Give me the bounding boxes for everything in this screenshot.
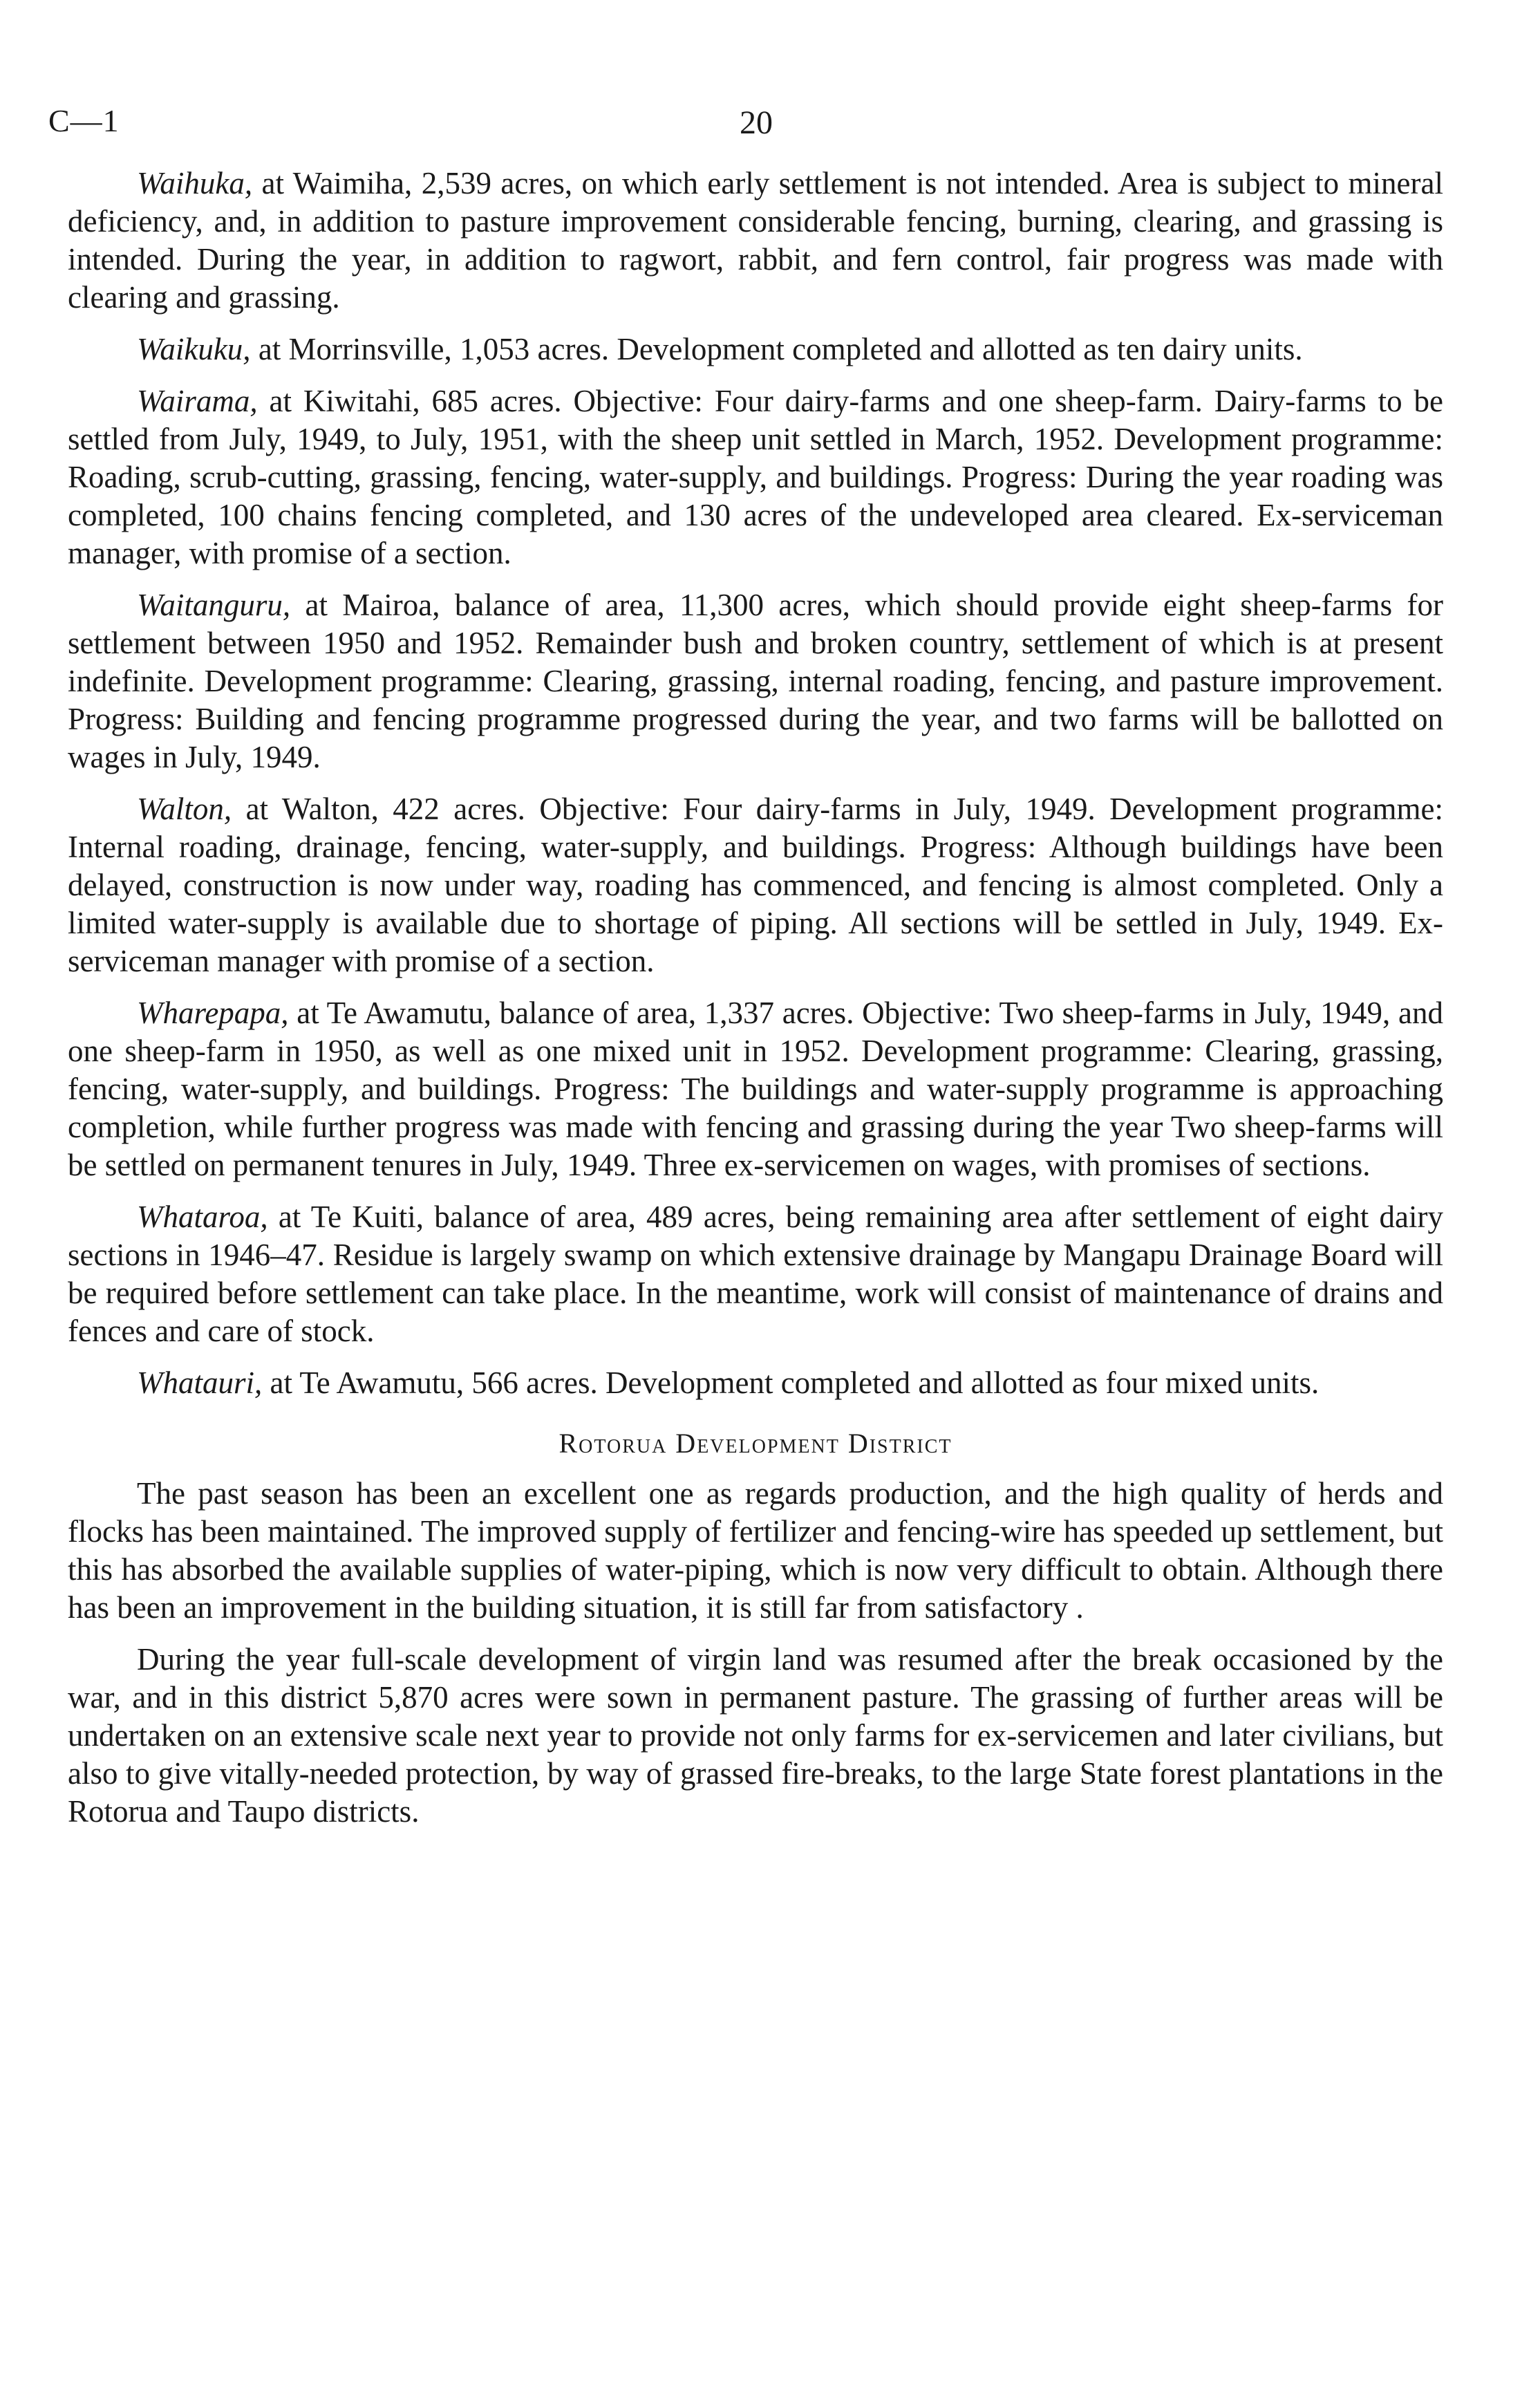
entry-paragraph	[68, 1364, 1443, 1402]
entry-text: at Mairoa, balance of area, 11,300 acres, which should provide eight sheep-farms for settlement between 1950 and 1952. Remainder bush and broken country, settlement of which is at present indefinite. Development programme: Clearing, grassing, internal roading, fencing, and pasture improvement. Progress: Building and fencing programme progressed during the year, and two farms will be ballotted on wages in July, 1949.	[68, 588, 1443, 774]
entry-text: at Te Awamutu, balance of area, 1,337 acres. Objective: Two sheep-farms in July, 1949, and one sheep-farm in 1950, as well as one mixed unit in 1952. Development programme: Clearing, grassing, fencing, water-supply, and buildings. Progress: The buildings and water-supply programme is approaching completion, while further progress was made with fencing and grassing during the year Two sheep-farms will be settled on permanent tenures in July, 1949. Three ex-servicemen on wages, with promises of sections.	[68, 996, 1443, 1182]
entry-text: at Morrinsville, 1,053 acres. Development completed and allotted as ten dairy units.	[250, 332, 1303, 366]
entry-text: at Kiwitahi, 685 acres. Objective: Four dairy-farms and one sheep-farm. Dairy-farms to be settled from July, 1949, to July, 1951, with the sheep unit settled in March, 1952. Development programme: Roading, scrub-cutting, grassing, fencing, water-supply, and buildings. Progress: During the year roading was completed, 100 chains fencing completed, and 130 acres of the undeveloped area cleared. Ex-serviceman manager, with promise of a section.	[68, 384, 1443, 570]
entry-text: at Walton, 422 acres. Objective: Four dairy-farms in July, 1949. Development programme: Internal roading, drainage, fencing, water-supply, and buildings. Progress: Although buildings have been delayed, construction is now under way, roading has commenced, and fencing is almost completed. Only a limited water-supply is available due to shortage of piping. All sections will be settled in July, 1949. Ex-serviceman manager with promise of a section.	[68, 792, 1443, 978]
entry-paragraph	[68, 330, 1443, 369]
entry-paragraph	[68, 165, 1443, 317]
entry-text: at Waimiha, 2,539 acres, on which early settlement is not intended. Area is subject to mineral deficiency, and, in addition to pasture improvement considerable fencing, burning, clearing, and grassing is intended. During the year, in addition to ragwort, rabbit, and fern control, fair progress was made with clearing and grassing.	[68, 166, 1443, 315]
place-name: Walton,	[137, 792, 232, 826]
place-name: Waihuka,	[137, 166, 253, 200]
entry-text: at Te Kuiti, balance of area, 489 acres, being remaining area after settlement of eight dairy sections in 1946–47. Residue is largely swamp on which extensive drainage by Mangapu Drainage Board will be required before settlement can take place. In the meantime, work will consist of maintenance of drains and fences and care of stock.	[68, 1200, 1443, 1348]
entry-paragraph	[68, 790, 1443, 980]
page-header	[0, 0, 1540, 141]
section-heading: Rotorua Development District	[558, 1428, 952, 1459]
entry-paragraph	[68, 382, 1443, 572]
place-name: Waitanguru,	[137, 588, 291, 622]
entry-paragraph	[68, 586, 1443, 776]
place-name: Wairama,	[137, 384, 258, 418]
entry-paragraph	[68, 1198, 1443, 1350]
entry-paragraph	[68, 994, 1443, 1184]
place-name: Whatauri,	[137, 1365, 263, 1400]
page-reference: C—1	[48, 103, 120, 138]
page-content	[68, 165, 1443, 1845]
entry-text: at Te Awamutu, 566 acres. Development completed and allotted as four mixed units.	[262, 1365, 1320, 1400]
place-name: Waikuku,	[137, 332, 251, 366]
page-number: 20	[740, 104, 773, 141]
section-paragraph: The past season has been an excellent one as regards production, and the high quality of herds and flocks has been maintained. The improved supply of fertilizer and fencing-wire has speeded up settlement, but this has absorbed the available supplies of water-piping, which is now very difficult to obtain. Although there has been an improvement in the building situation, it is still far from satisfactory .	[68, 1476, 1443, 1625]
place-name: Wharepapa,	[137, 996, 289, 1030]
section-paragraph: During the year full-scale development of virgin land was resumed after the break occasioned by the war, and in this district 5,870 acres were sown in permanent pasture. The grassing of further areas will be undertaken on an extensive scale next year to provide not only farms for ex-servicemen and later civilians, but also to give vitally-needed protection, by way of grassed fire-breaks, to the large State forest plantations in the Rotorua and Taupo districts.	[68, 1642, 1443, 1829]
place-name: Whataroa,	[137, 1200, 268, 1234]
